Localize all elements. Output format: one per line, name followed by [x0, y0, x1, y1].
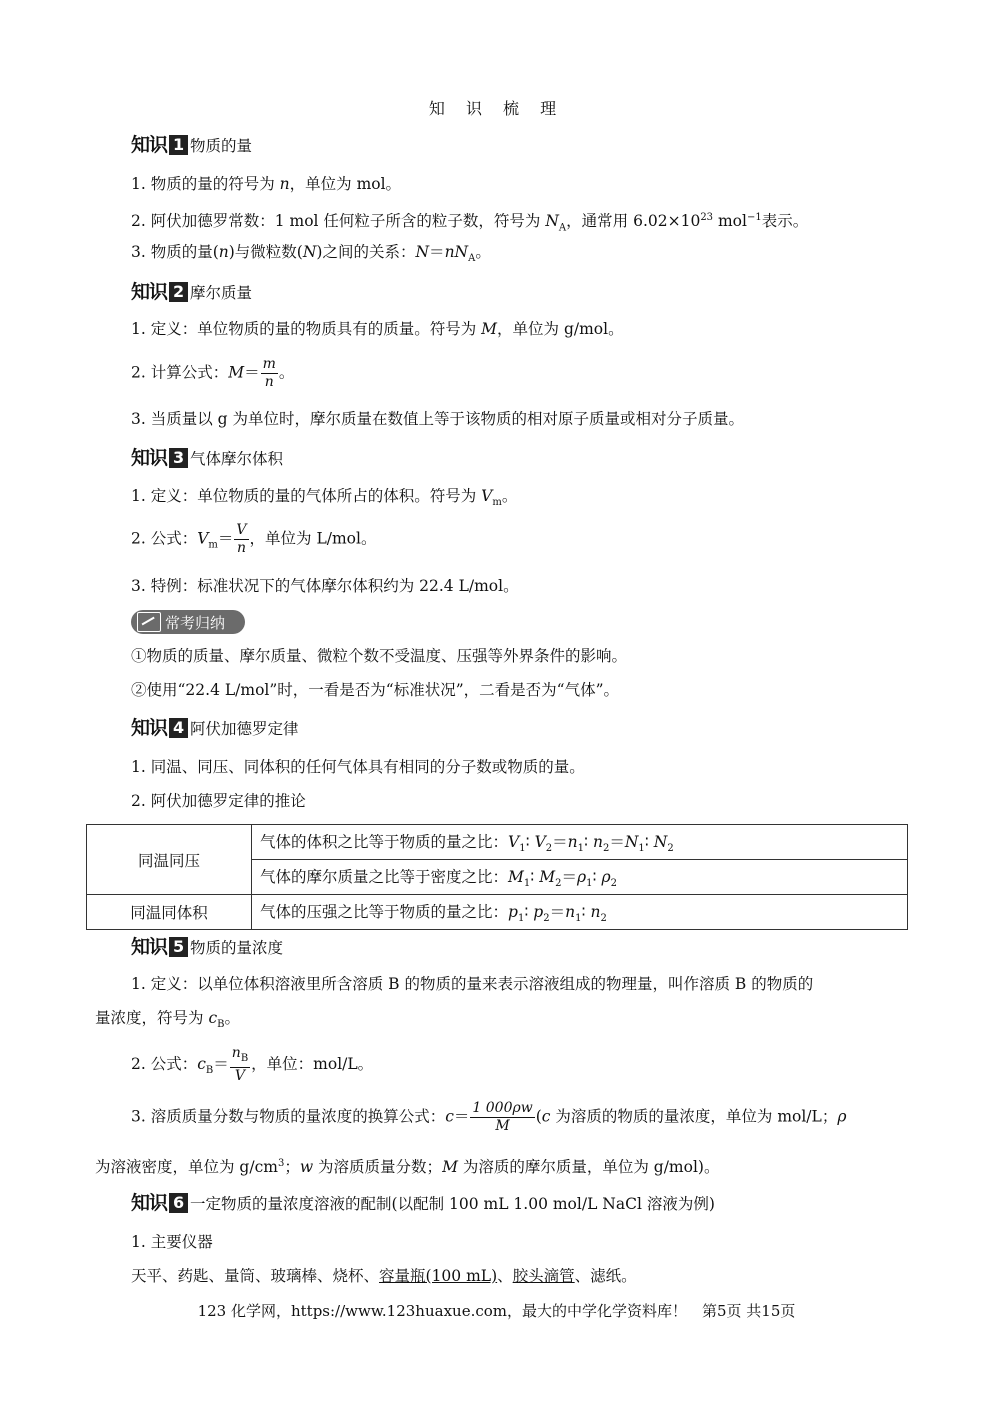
avogadro-deduction-table [86, 824, 908, 930]
section-badge: 知识 6 [131, 1192, 188, 1214]
section-header-5 [131, 932, 283, 958]
paragraph: 1. 定义：单位物质的量的物质具有的质量。符号为 M，单位为 g/mol。 [131, 320, 624, 338]
section-header-1 [131, 130, 252, 156]
paragraph: 2. 计算公式：M＝ $\frac{m}{n}$ 。 [131, 356, 295, 390]
section-title: 一定物质的量浓度溶液的配制(以配制 100 mL 1.00 mol/L NaCl 溶液为例) [190, 1195, 715, 1213]
table-cell: 同温同体积 [87, 895, 252, 930]
section-badge: 知识 3 [131, 447, 188, 469]
section-title: 物质的量 [190, 137, 253, 155]
paragraph: 量浓度，符号为 $c_B$。 [95, 1009, 240, 1031]
paragraph: 2. 阿伏加德罗定律的推论 [131, 792, 306, 810]
paragraph: 1. 主要仪器 [131, 1233, 213, 1251]
fraction: $\frac{m}{n}$ [262, 356, 276, 390]
section-header-6 [131, 1188, 715, 1214]
paragraph: 1. 同温、同压、同体积的任何气体具有相同的分子数或物质的量。 [131, 758, 585, 776]
table-cell: 气体的压强之比等于物质的量之比：$p_1∶$ $p_2=n_1∶$ $n_2$ [252, 895, 908, 930]
section-header-2 [131, 277, 252, 303]
summary-badge: 常考归纳 [131, 610, 245, 634]
section-title: 物质的量浓度 [190, 939, 284, 957]
paragraph: 为溶液密度，单位为 $g/cm^3$；w 为溶质质量分数；M 为溶质的摩尔质量，单位为 g/mol)。 [95, 1158, 720, 1177]
paragraph: 2. 阿伏加德罗常数：1 mol 任何粒子所含的粒子数，符号为 $N_A$，通常用 $6.02\times 10^{23}$ mol$^{-1}$表示。 [131, 212, 809, 234]
paragraph: 3. 当质量以 g 为单位时，摩尔质量在数值上等于该物质的相对原子质量或相对分子质量。 [131, 410, 744, 428]
paragraph: 2. 公式：$V_m=$ $\frac{V}{n}$ ，单位为 L/mol。 [131, 522, 377, 556]
section-badge: 知识 5 [131, 936, 188, 958]
paragraph: 3. 溶质质量分数与物质的量浓度的换算公式：c＝ $\frac{1 000\rho w}{M}$ (c 为溶质的物质的量浓度，单位为 mol/L；ρ [131, 1100, 847, 1134]
table-row [87, 895, 908, 930]
section-badge: 知识 4 [131, 717, 188, 739]
section-header-4 [131, 713, 299, 739]
section-badge: 知识 1 [131, 134, 188, 156]
paragraph: 1. 定义：以单位体积溶液里所含溶质 B 的物质的量来表示溶液组成的物理量，叫作溶质 B 的物质的 [131, 975, 814, 993]
section-badge: 知识 2 [131, 281, 188, 303]
section-title: 摩尔质量 [190, 284, 253, 302]
paragraph: ②使用“22.4 L/mol”时，一看是否为“标准状况”，二看是否为“气体”。 [131, 681, 619, 699]
table-cell: 气体的体积之比等于物质的量之比：$V_1∶$ $V_2=n_1∶$ $n_2=N_1∶$ $N_2$ [252, 825, 908, 860]
page-title: 知 识 梳 理 [428, 99, 565, 118]
paragraph: 1. 物质的量的符号为 n，单位为 mol。 [131, 175, 402, 193]
fraction: $\frac{V}{n}$ [236, 522, 247, 556]
table-row [87, 825, 908, 860]
page-footer: 123 化学网，https://www.123huaxue.com，最大的中学化学资料库！ 第5页 共15页 [197, 1302, 796, 1320]
paragraph: 3. 特例：标准状况下的气体摩尔体积约为 22.4 L/mol。 [131, 577, 519, 595]
fraction: $\frac{n_B}{V}$ [231, 1045, 249, 1084]
fraction: $\frac{1 000\rho w}{M}$ [472, 1100, 533, 1134]
section-header-3 [131, 443, 283, 469]
table-cell: 同温同压 [87, 825, 252, 895]
paragraph: 天平、药匙、量筒、玻璃棒、烧杯、容量瓶(100 mL)、胶头滴管、滤纸。 [131, 1267, 637, 1285]
table-cell: 气体的摩尔质量之比等于密度之比：$M_1∶$ $M_2=\rho_1∶$ $\rho_2$ [252, 860, 908, 895]
section-title: 气体摩尔体积 [190, 450, 284, 468]
paragraph: 2. 公式：$c_B=$ $\frac{n_B}{V}$ ，单位：mol/L。 [131, 1045, 374, 1084]
paragraph: 1. 定义：单位物质的量的气体所占的体积。符号为 $V_m$。 [131, 487, 518, 509]
section-title: 阿伏加德罗定律 [190, 720, 299, 738]
paragraph: ①物质的质量、摩尔质量、微粒个数不受温度、压强等外界条件的影响。 [131, 647, 628, 665]
paragraph: 3. 物质的量(n)与微粒数(N)之间的关系：$N=nN_A$。 [131, 243, 491, 265]
chart-icon [137, 612, 161, 632]
